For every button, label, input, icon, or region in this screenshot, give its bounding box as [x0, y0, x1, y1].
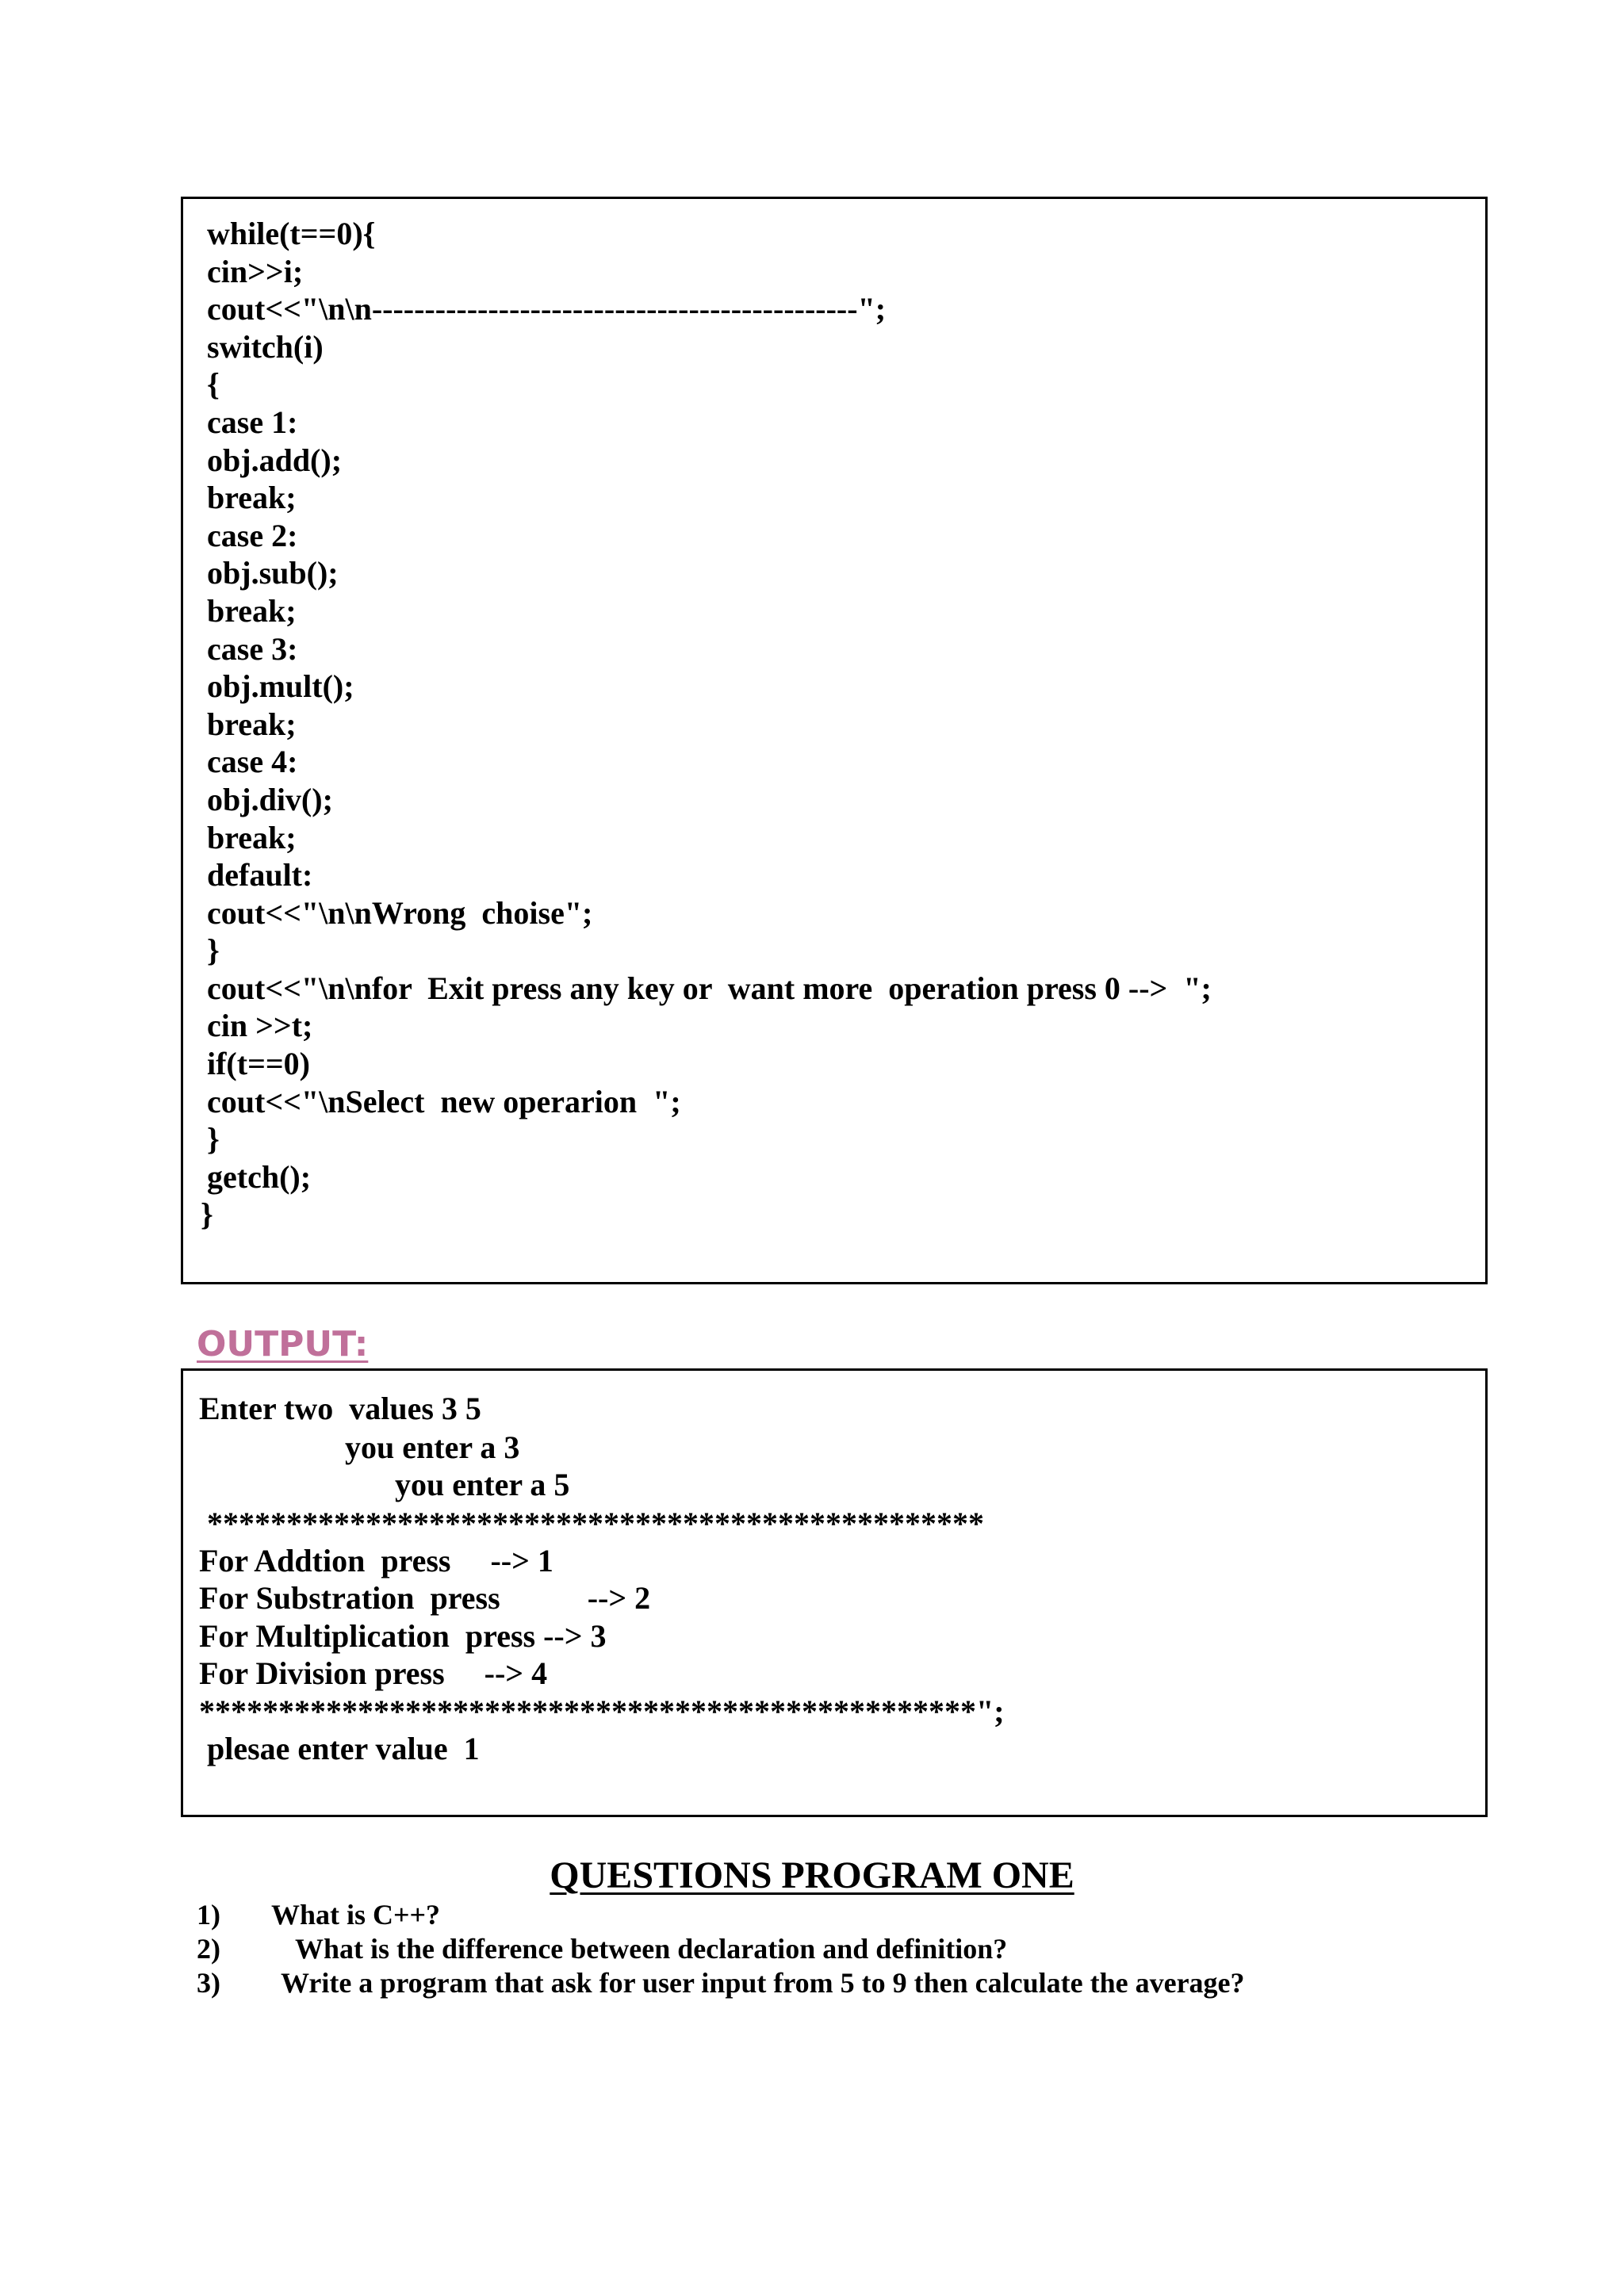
code-line: }: [201, 1196, 213, 1233]
output-line: you enter a 5: [395, 1467, 570, 1502]
questions-list: [197, 1898, 1245, 2000]
code-line: cout<<"\n\nfor Exit press any key or want more operation press 0 --> ";: [207, 970, 1212, 1006]
code-line: cin >>t;: [207, 1008, 313, 1044]
question-item: [197, 1898, 441, 1932]
code-line: cout<<"\n\n----------------------------------------------";: [207, 291, 887, 327]
code-line: case 2:: [207, 517, 298, 553]
output-line: *************************************************";: [199, 1693, 1005, 1729]
output-line: For Substration press --> 2: [199, 1580, 651, 1616]
output-box: [181, 1368, 1488, 1817]
code-line: obj.mult();: [207, 668, 354, 705]
code-line: case 1:: [207, 404, 298, 440]
question-number: 1): [197, 1899, 220, 1931]
question-item: [197, 1966, 1245, 2000]
questions-title: QUESTIONS PROGRAM ONE: [550, 1854, 1074, 1896]
code-line: }: [207, 932, 220, 969]
code-line: cout<<"\nSelect new operarion ";: [207, 1083, 681, 1119]
output-line: For Division press --> 4: [199, 1655, 548, 1691]
question-text: What is C++?: [271, 1899, 441, 1931]
output-line: Enter two values 3 5: [199, 1391, 481, 1426]
output-heading: OUTPUT:: [197, 1324, 369, 1364]
question-item: [197, 1932, 1008, 1966]
code-line: getch();: [207, 1158, 312, 1195]
code-line: default:: [207, 857, 313, 894]
code-line: cin>>i;: [207, 253, 304, 289]
code-line: break;: [207, 706, 297, 742]
question-text: What is the difference between declaration and definition?: [295, 1933, 1008, 1965]
output-line: *************************************************: [207, 1506, 984, 1541]
code-listing-box: [181, 197, 1488, 1284]
question-number: 3): [197, 1967, 220, 1999]
code-line: case 4:: [207, 744, 298, 780]
code-line: }: [207, 1121, 220, 1158]
code-line: case 3:: [207, 630, 298, 667]
code-line: obj.div();: [207, 781, 333, 817]
question-text: Write a program that ask for user input from 5 to 9 then calculate the average?: [281, 1967, 1245, 1999]
code-line: while(t==0){: [207, 216, 376, 251]
code-listing: [201, 215, 1212, 1234]
code-line: if(t==0): [207, 1046, 310, 1082]
code-line: switch(i): [207, 328, 324, 365]
question-number: 2): [197, 1933, 220, 1965]
output-line: For Addtion press --> 1: [199, 1543, 553, 1578]
code-line: obj.add();: [207, 442, 343, 478]
code-line: obj.sub();: [207, 555, 339, 591]
code-line: break;: [207, 480, 297, 516]
output-line: you enter a 3: [345, 1429, 520, 1465]
code-line: break;: [207, 819, 297, 855]
code-line: break;: [207, 592, 297, 629]
code-line: cout<<"\n\nWrong choise";: [207, 894, 593, 931]
output-line: plesae enter value 1: [207, 1731, 480, 1766]
code-line: {: [207, 366, 220, 403]
output-line: For Multiplication press --> 3: [199, 1618, 607, 1654]
